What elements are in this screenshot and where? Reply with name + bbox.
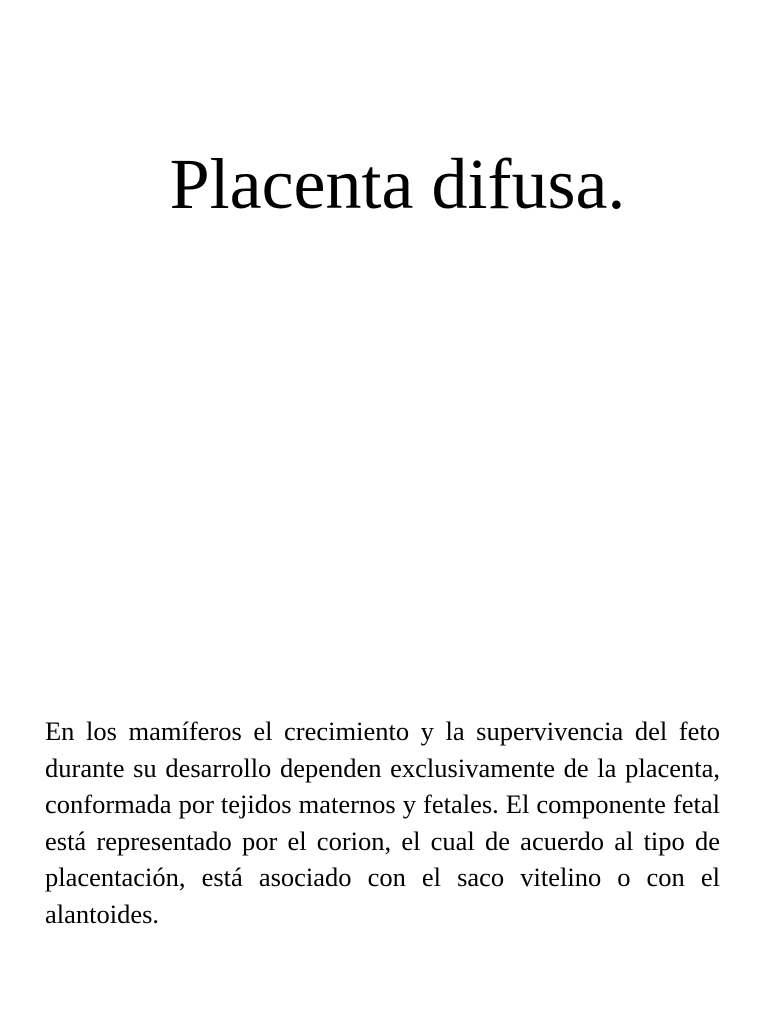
slide-body-paragraph: En los mamíferos el crecimiento y la supervivencia del feto durante su desarrollo dependen exclusivamente de la placenta, conformada por tejidos maternos y fetales. El componente fetal está representado por el corion, el cual de acuerdo al tipo de placentación, está asociado con el saco vitelino o con el alantoides. [45, 716, 720, 929]
slide-title: Placenta difusa. [169, 144, 626, 224]
